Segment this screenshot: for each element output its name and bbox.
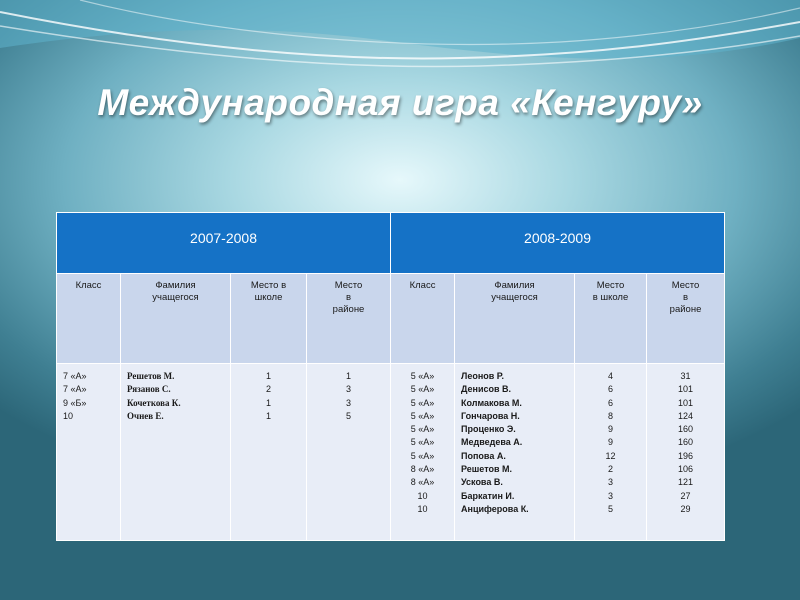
cell-line: Проценко Э. [461, 424, 516, 435]
cell-line: 5 «А» [410, 371, 435, 381]
cell-students-2007 [121, 364, 231, 541]
cell-line: 10 [417, 503, 428, 514]
cell-line: Анциферова К. [461, 503, 529, 514]
cell-line: 3 [346, 384, 352, 395]
results-table [56, 212, 725, 541]
cell-line: 3 [608, 477, 614, 488]
cell-line: Леонов Р. [461, 371, 504, 381]
cell-line: 3 [346, 397, 352, 408]
cell-line: 160 [678, 437, 694, 448]
cell-line: 5 «А» [410, 424, 435, 435]
cell-district-place-2008 [647, 364, 725, 541]
col-header-surname: Фамилия учащегося [121, 274, 231, 364]
cell-line: 6 [608, 384, 614, 395]
col-header-class: Класс [391, 274, 455, 364]
cell-line: 9 [608, 424, 614, 435]
col-header-school-place: Место в школе [575, 274, 647, 364]
cell-line: 2 [265, 384, 271, 395]
cell-line: 7 «А» [63, 371, 87, 381]
cell-line: Гончарова Н. [461, 410, 520, 421]
cell-line: 10 [417, 490, 428, 501]
cell-line: 27 [680, 490, 691, 501]
cell-line: 9 «Б» [63, 397, 87, 408]
cell-line: 196 [678, 450, 694, 461]
cell-line: 12 [605, 450, 616, 461]
cell-line: 8 «А» [410, 464, 435, 475]
cell-classes-2007 [57, 364, 121, 541]
cell-line: 5 «А» [410, 384, 435, 395]
cell-district-place-2007 [307, 364, 391, 541]
results-table-wrapper [56, 212, 724, 541]
cell-line: 8 [608, 410, 614, 421]
cell-line: 106 [678, 464, 694, 475]
col-header-district-place: Место в районе [647, 274, 725, 364]
cell-line: 5 «А» [410, 450, 435, 461]
cell-line: Попова А. [461, 450, 506, 461]
cell-line: 1 [346, 371, 352, 381]
cell-line: 4 [608, 371, 614, 381]
cell-line: Решетов М. [461, 464, 513, 475]
cell-line: 1 [265, 371, 271, 381]
cell-line: Рязанов С. [127, 384, 171, 395]
cell-line: 124 [678, 410, 694, 421]
col-header-class: Класс [57, 274, 121, 364]
cell-line: 7 «А» [63, 384, 87, 395]
cell-line: 6 [608, 397, 614, 408]
cell-line: Ускова В. [461, 477, 503, 488]
cell-line: 8 «А» [410, 477, 435, 488]
cell-line: Очнев Е. [127, 410, 164, 421]
year-header-2007: 2007-2008 [57, 213, 391, 274]
cell-line: 2 [608, 464, 614, 475]
cell-line: 3 [608, 490, 614, 501]
cell-line: 9 [608, 437, 614, 448]
cell-line: 101 [678, 384, 694, 395]
cell-line: 31 [680, 371, 691, 381]
cell-line: 121 [678, 477, 694, 488]
cell-classes-2008 [391, 364, 455, 541]
cell-line: 160 [678, 424, 694, 435]
cell-line: 5 [608, 503, 614, 514]
col-header-school-place: Место в школе [231, 274, 307, 364]
cell-line: Медведева А. [461, 437, 523, 448]
cell-line: 5 «А» [410, 397, 435, 408]
cell-line: 5 [346, 410, 352, 421]
page-title: Международная игра «Кенгуру» [97, 82, 703, 123]
cell-line: Баркатин И. [461, 490, 515, 501]
cell-line: 1 [265, 397, 271, 408]
cell-line: 1 [265, 410, 271, 421]
cell-school-place-2008 [575, 364, 647, 541]
cell-line: Кочеткова К. [127, 397, 181, 408]
cell-line: 5 «А» [410, 437, 435, 448]
year-header-2008: 2008-2009 [391, 213, 725, 274]
cell-line: 29 [680, 503, 691, 514]
cell-line: Денисов В. [461, 384, 512, 395]
cell-line: 101 [678, 397, 694, 408]
col-header-district-place: Место в районе [307, 274, 391, 364]
cell-line: Колмакова М. [461, 397, 522, 408]
cell-school-place-2007 [231, 364, 307, 541]
cell-line: 10 [63, 410, 74, 421]
col-header-surname: Фамилия учащегося [455, 274, 575, 364]
cell-students-2008 [455, 364, 575, 541]
cell-line: 5 «А» [410, 410, 435, 421]
cell-line: Решетов М. [127, 371, 175, 381]
